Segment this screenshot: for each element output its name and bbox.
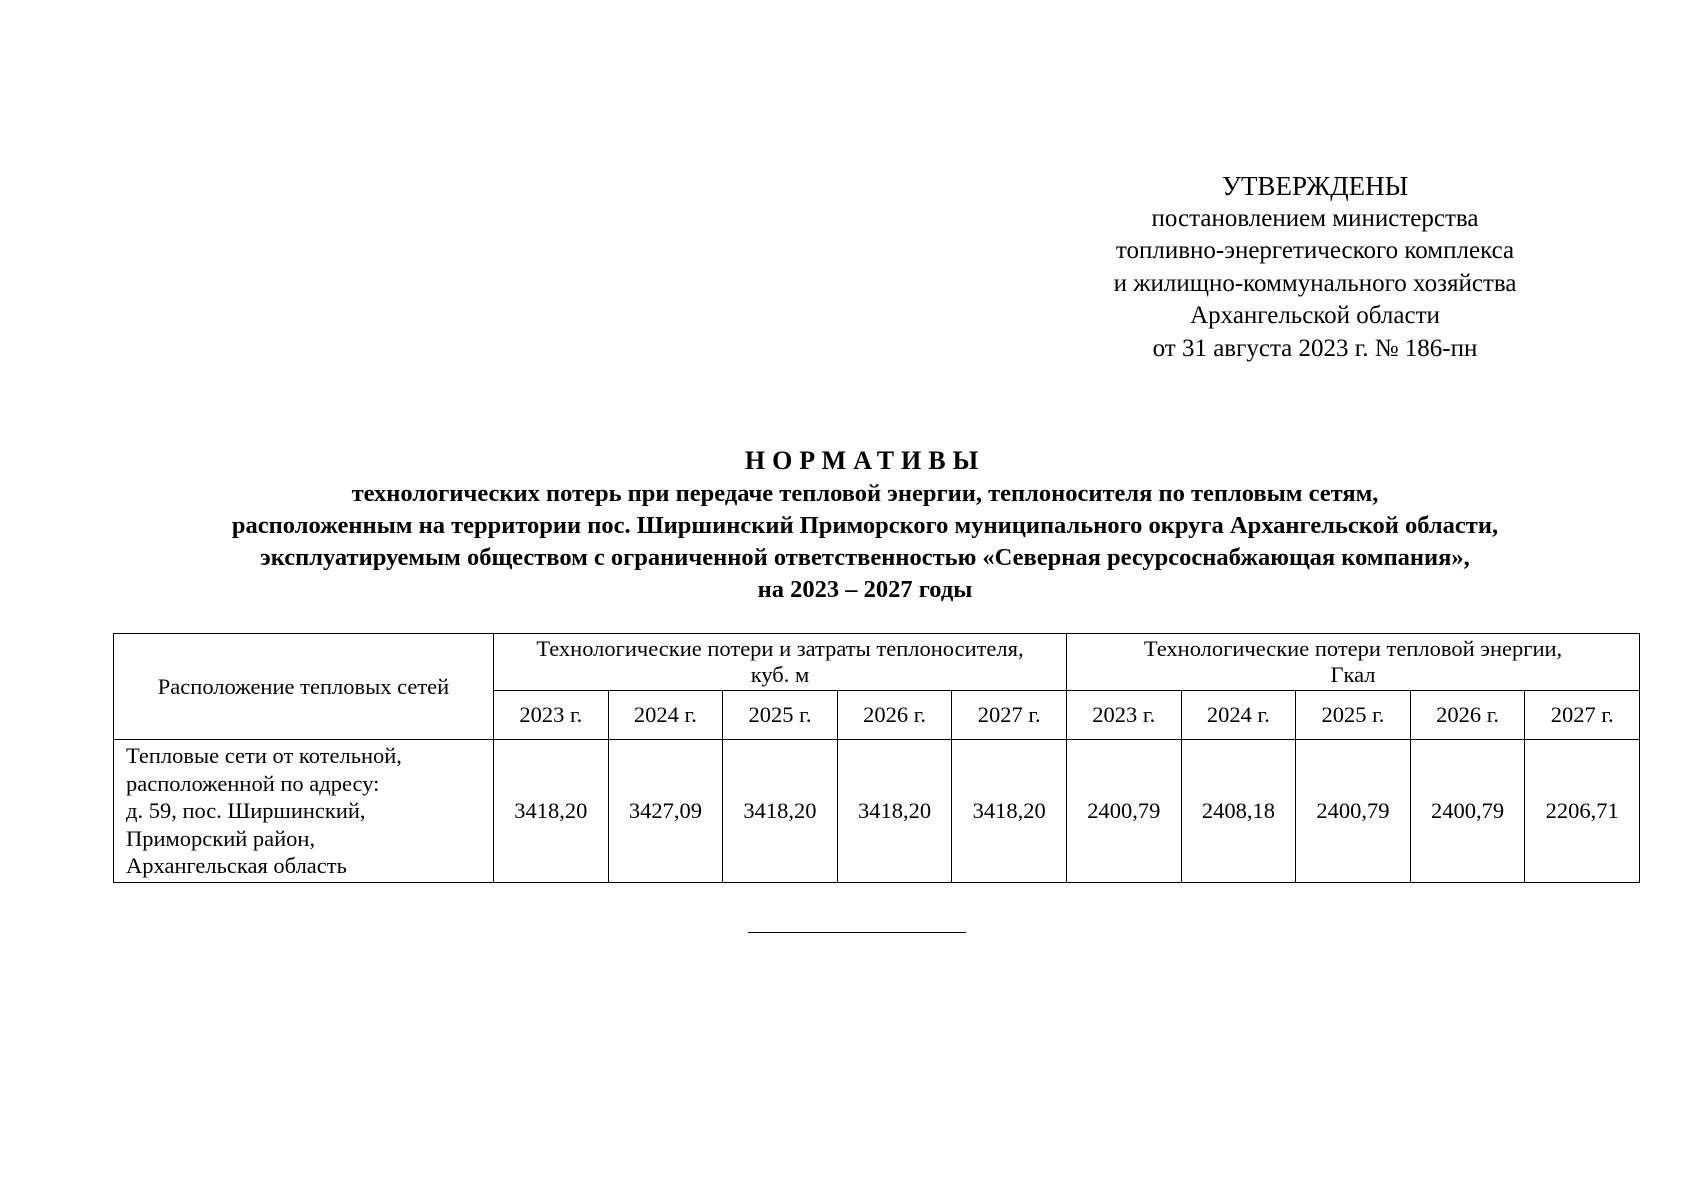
- heat-losses-header-line-1: Технологические потери тепловой энергии,: [1143, 636, 1563, 661]
- coolant-year-2023: 2023 г.: [494, 691, 609, 740]
- approval-heading: УТВЕРЖДЕНЫ: [1221, 171, 1409, 201]
- heat-value-2026: 2400,79: [1410, 740, 1525, 883]
- document-title: НОРМАТИВЫ: [744, 446, 986, 475]
- location-line-1: Тепловые сети от котельной,: [126, 743, 402, 768]
- coolant-value-2026: 3418,20: [837, 740, 952, 883]
- heat-value-2027: 2206,71: [1525, 740, 1640, 883]
- heat-year-2026: 2026 г.: [1410, 691, 1525, 740]
- coolant-year-2026: 2026 г.: [837, 691, 952, 740]
- coolant-year-2027: 2027 г.: [952, 691, 1067, 740]
- heat-year-2023: 2023 г.: [1066, 691, 1181, 740]
- heat-value-2023: 2400,79: [1066, 740, 1181, 883]
- coolant-value-2027: 3418,20: [952, 740, 1067, 883]
- location-line-2: расположенной по адресу:: [126, 770, 380, 796]
- norms-table: [113, 633, 1640, 883]
- approval-line-4: Архангельской области: [1190, 302, 1440, 329]
- coolant-losses-header-unit: куб. м: [750, 662, 810, 687]
- heat-value-2024: 2408,18: [1181, 740, 1296, 883]
- approval-line-3: и жилищно-коммунального хозяйства: [1113, 269, 1517, 297]
- document-subtitle-line-1: технологических потерь при передаче тепловой энергии, теплоносителя по тепловым сетям,: [351, 480, 1379, 507]
- heat-value-2025: 2400,79: [1296, 740, 1411, 883]
- location-line-4: Приморский район,: [126, 825, 316, 851]
- coolant-year-2024: 2024 г.: [608, 691, 723, 740]
- heat-losses-header-unit: Гкал: [1330, 662, 1376, 687]
- location-cell: [114, 740, 494, 883]
- document-end-divider: [748, 932, 966, 933]
- heat-losses-header: [1066, 634, 1639, 691]
- coolant-value-2024: 3427,09: [608, 740, 723, 883]
- document-subtitle-line-3: эксплуатируемым обществом с ограниченной ответственностью «Северная ресурсоснабжающая компания»,: [260, 544, 1470, 571]
- document-title-block: [60, 444, 1670, 606]
- document-subtitle-line-4: на 2023 – 2027 годы: [757, 576, 973, 603]
- location-line-3: д. 59, пос. Ширшинский,: [126, 798, 366, 823]
- location-line-5: Архангельская область: [126, 853, 347, 878]
- heat-year-2027: 2027 г.: [1525, 691, 1640, 740]
- approval-line-1: постановлением министерства: [1151, 204, 1479, 232]
- table-header-row: [114, 634, 1640, 691]
- heat-year-2025: 2025 г.: [1296, 691, 1411, 740]
- approval-block: [1070, 170, 1560, 365]
- approval-line-5: от 31 августа 2023 г. № 186-пн: [1152, 334, 1478, 362]
- table-row: [114, 740, 1640, 883]
- coolant-year-2025: 2025 г.: [723, 691, 838, 740]
- coolant-value-2023: 3418,20: [494, 740, 609, 883]
- approval-line-2: топливно-энергетического комплекса: [1115, 237, 1515, 264]
- coolant-losses-header-line-1: Технологические потери и затраты теплоносителя,: [536, 636, 1024, 661]
- document-subtitle-line-2: расположенным на территории пос. Ширшинский Приморского муниципального округа Архангельской области,: [231, 512, 1499, 539]
- coolant-value-2025: 3418,20: [723, 740, 838, 883]
- coolant-losses-header: [494, 634, 1067, 691]
- location-column-header: Расположение тепловых сетей: [114, 634, 494, 740]
- heat-year-2024: 2024 г.: [1181, 691, 1296, 740]
